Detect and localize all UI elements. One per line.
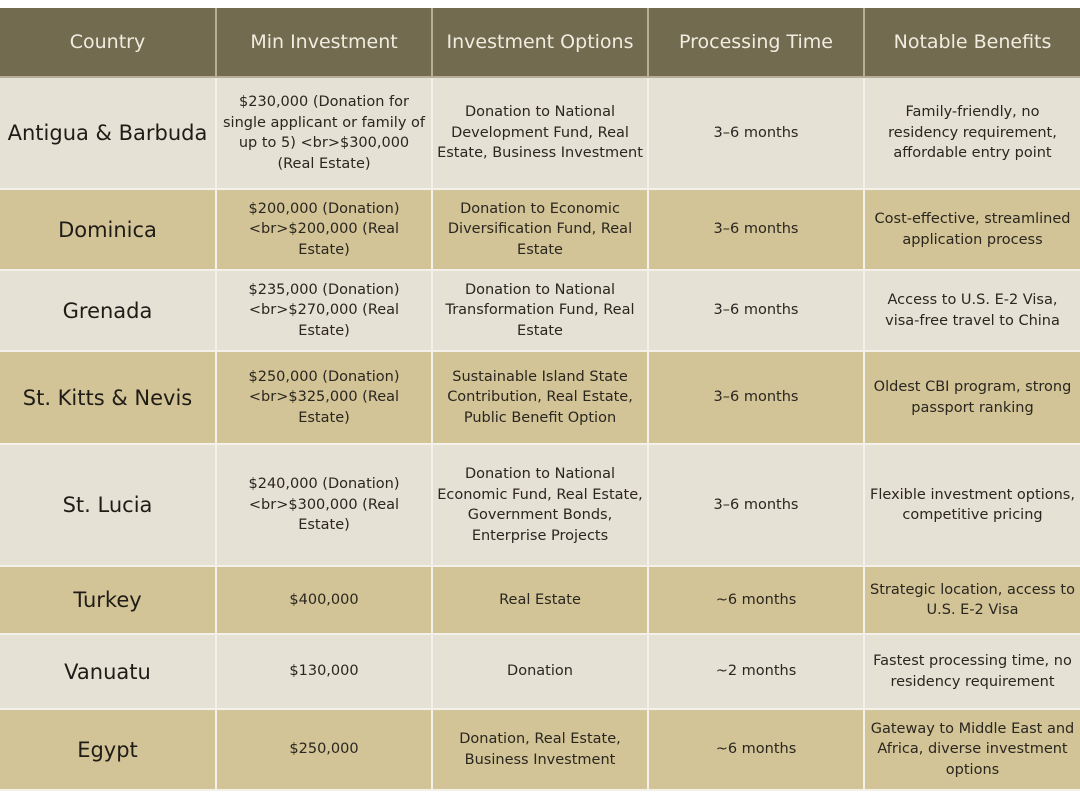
country-cell: Dominica: [0, 189, 216, 270]
table-row: [0, 270, 1080, 351]
processing-time-cell: ~6 months: [648, 566, 864, 634]
country-cell: St. Kitts & Nevis: [0, 351, 216, 444]
notable-benefits-cell: Cost-effective, streamlined application process: [864, 189, 1080, 270]
country-cell: Vanuatu: [0, 634, 216, 709]
investment-options-cell: Donation to National Development Fund, Real Estate, Business Investment: [432, 77, 648, 189]
investment-options-cell: Real Estate: [432, 566, 648, 634]
table-row: [0, 77, 1080, 189]
investment-options-cell: Donation, Real Estate, Business Investment: [432, 709, 648, 790]
investment-options-cell: Donation: [432, 634, 648, 709]
processing-time-cell: 3–6 months: [648, 77, 864, 189]
country-cell: Egypt: [0, 709, 216, 790]
investment-options-cell: Sustainable Island State Contribution, Real Estate, Public Benefit Option: [432, 351, 648, 444]
min-investment-cell: $250,000 (Donation) <br>$325,000 (Real Estate): [216, 351, 432, 444]
min-investment-cell: $200,000 (Donation) <br>$200,000 (Real Estate): [216, 189, 432, 270]
header-row: [0, 8, 1080, 77]
min-investment-cell: $400,000: [216, 566, 432, 634]
processing-time-cell: 3–6 months: [648, 351, 864, 444]
country-cell: Turkey: [0, 566, 216, 634]
processing-time-cell: 3–6 months: [648, 444, 864, 566]
processing-time-cell: 3–6 months: [648, 189, 864, 270]
comparison-table-container: [0, 8, 1080, 791]
notable-benefits-cell: Strategic location, access to U.S. E-2 Visa: [864, 566, 1080, 634]
investment-options-cell: Donation to Economic Diversification Fund, Real Estate: [432, 189, 648, 270]
header-country: Country: [0, 8, 216, 77]
processing-time-cell: ~6 months: [648, 709, 864, 790]
notable-benefits-cell: Flexible investment options, competitive pricing: [864, 444, 1080, 566]
table-row: [0, 351, 1080, 444]
header-processing-time: Processing Time: [648, 8, 864, 77]
notable-benefits-cell: Family-friendly, no residency requirement, affordable entry point: [864, 77, 1080, 189]
min-investment-cell: $240,000 (Donation) <br>$300,000 (Real Estate): [216, 444, 432, 566]
notable-benefits-cell: Fastest processing time, no residency requirement: [864, 634, 1080, 709]
investment-options-cell: Donation to National Economic Fund, Real Estate, Government Bonds, Enterprise Projects: [432, 444, 648, 566]
table-row: [0, 566, 1080, 634]
min-investment-cell: $130,000: [216, 634, 432, 709]
processing-time-cell: ~2 months: [648, 634, 864, 709]
table-row: [0, 189, 1080, 270]
processing-time-cell: 3–6 months: [648, 270, 864, 351]
table-row: [0, 709, 1080, 790]
min-investment-cell: $250,000: [216, 709, 432, 790]
header-notable-benefits: Notable Benefits: [864, 8, 1080, 77]
min-investment-cell: $235,000 (Donation) <br>$270,000 (Real Estate): [216, 270, 432, 351]
country-cell: Grenada: [0, 270, 216, 351]
table-row: [0, 634, 1080, 709]
table-row: [0, 444, 1080, 566]
country-cell: St. Lucia: [0, 444, 216, 566]
header-investment-options: Investment Options: [432, 8, 648, 77]
country-cell: Antigua & Barbuda: [0, 77, 216, 189]
investment-options-cell: Donation to National Transformation Fund, Real Estate: [432, 270, 648, 351]
min-investment-cell: $230,000 (Donation for single applicant or family of up to 5) <br>$300,000 (Real Estate): [216, 77, 432, 189]
notable-benefits-cell: Gateway to Middle East and Africa, diverse investment options: [864, 709, 1080, 790]
notable-benefits-cell: Access to U.S. E-2 Visa, visa-free travel to China: [864, 270, 1080, 351]
comparison-table: [0, 8, 1080, 791]
notable-benefits-cell: Oldest CBI program, strong passport ranking: [864, 351, 1080, 444]
header-min-investment: Min Investment: [216, 8, 432, 77]
